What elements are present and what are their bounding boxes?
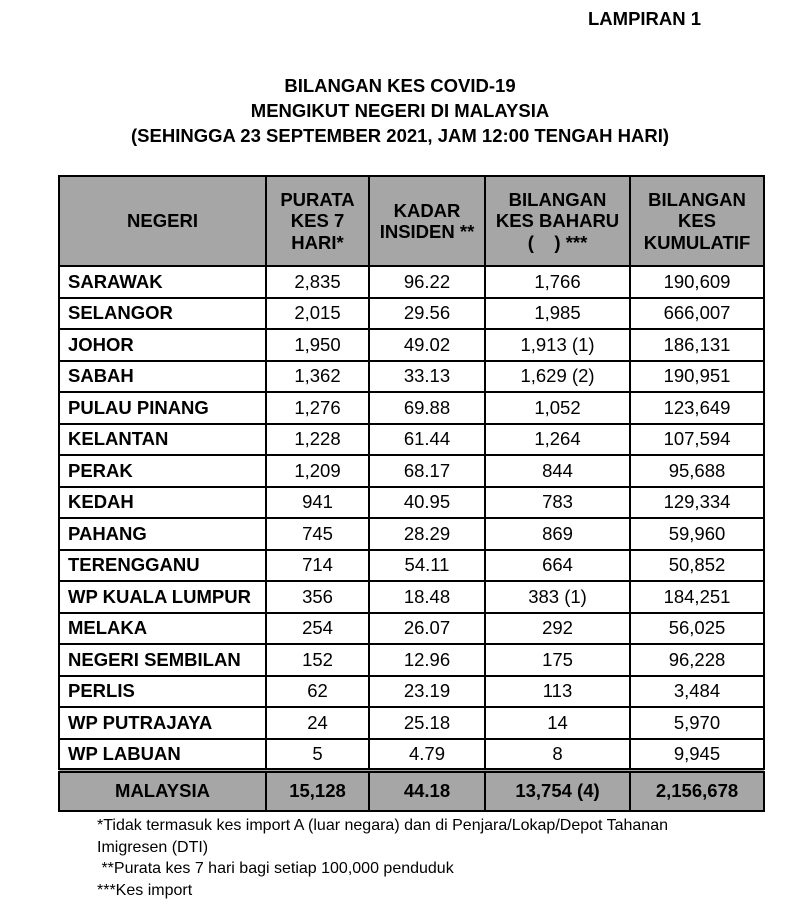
total-row bbox=[59, 770, 764, 811]
footnote-line: *Tidak termasuk kes import A (luar negara) dan di Penjara/Lokap/Depot Tahanan bbox=[97, 817, 668, 834]
table-row bbox=[59, 550, 764, 582]
cell-negeri: NEGERI SEMBILAN bbox=[59, 644, 266, 676]
cell-purata-kes-7-hari: 941 bbox=[266, 487, 369, 519]
header-line: ( ) *** bbox=[527, 231, 588, 253]
cell-kes-kumulatif: 186,131 bbox=[630, 329, 764, 361]
cell-purata-kes-7-hari: 356 bbox=[266, 581, 369, 613]
header-kadar-insiden bbox=[369, 176, 485, 266]
cell-purata-kes-7-hari: 1,276 bbox=[266, 392, 369, 424]
cell-kes-baharu: 664 bbox=[485, 550, 630, 582]
total-negeri: MALAYSIA bbox=[59, 770, 266, 811]
table-row bbox=[59, 739, 764, 771]
cell-negeri: KEDAH bbox=[59, 487, 266, 519]
annex-label: LAMPIRAN 1 bbox=[588, 8, 702, 29]
cell-kes-kumulatif: 9,945 bbox=[630, 739, 764, 771]
header-line: KUMULATIF bbox=[643, 231, 751, 253]
document-title bbox=[0, 73, 800, 148]
cell-purata-kes-7-hari: 2,835 bbox=[266, 266, 369, 298]
header-row bbox=[59, 176, 764, 266]
cell-kes-baharu: 1,264 bbox=[485, 424, 630, 456]
table-row bbox=[59, 424, 764, 456]
cell-negeri: PERLIS bbox=[59, 676, 266, 708]
cell-purata-kes-7-hari: 24 bbox=[266, 707, 369, 739]
table-row bbox=[59, 487, 764, 519]
cell-kes-baharu: 844 bbox=[485, 455, 630, 487]
cell-purata-kes-7-hari: 745 bbox=[266, 518, 369, 550]
title-line: (SEHINGGA 23 SEPTEMBER 2021, JAM 12:00 TENGAH HARI) bbox=[131, 125, 669, 146]
cell-kes-baharu: 1,985 bbox=[485, 298, 630, 330]
cell-kadar-insiden: 69.88 bbox=[369, 392, 485, 424]
cell-purata-kes-7-hari: 152 bbox=[266, 644, 369, 676]
cell-kes-baharu: 383 (1) bbox=[485, 581, 630, 613]
header-line: KADAR bbox=[393, 199, 461, 221]
cell-kes-kumulatif: 129,334 bbox=[630, 487, 764, 519]
cell-kes-baharu: 175 bbox=[485, 644, 630, 676]
cell-negeri: MELAKA bbox=[59, 613, 266, 645]
total-purata-kes-7-hari: 15,128 bbox=[266, 770, 369, 811]
footnotes bbox=[97, 815, 668, 901]
cell-kadar-insiden: 12.96 bbox=[369, 644, 485, 676]
cell-kes-kumulatif: 96,228 bbox=[630, 644, 764, 676]
cell-kadar-insiden: 68.17 bbox=[369, 455, 485, 487]
cell-kes-kumulatif: 3,484 bbox=[630, 676, 764, 708]
header-kes-kumulatif bbox=[630, 176, 764, 266]
header-negeri bbox=[59, 176, 266, 266]
cell-negeri: WP PUTRAJAYA bbox=[59, 707, 266, 739]
cell-purata-kes-7-hari: 1,209 bbox=[266, 455, 369, 487]
cell-negeri: PERAK bbox=[59, 455, 266, 487]
cell-kes-baharu: 8 bbox=[485, 739, 630, 771]
cell-kes-baharu: 1,052 bbox=[485, 392, 630, 424]
cell-kes-kumulatif: 190,609 bbox=[630, 266, 764, 298]
cell-kadar-insiden: 4.79 bbox=[369, 739, 485, 771]
total-kes-baharu: 13,754 (4) bbox=[485, 770, 630, 811]
header-line: INSIDEN ** bbox=[379, 221, 475, 242]
cell-negeri: KELANTAN bbox=[59, 424, 266, 456]
cell-kadar-insiden: 54.11 bbox=[369, 550, 485, 582]
header-kes-baharu bbox=[485, 176, 630, 266]
cell-kes-kumulatif: 56,025 bbox=[630, 613, 764, 645]
cell-negeri: SABAH bbox=[59, 361, 266, 393]
cell-negeri: WP KUALA LUMPUR bbox=[59, 581, 266, 613]
cell-kes-kumulatif: 666,007 bbox=[630, 298, 764, 330]
table-row bbox=[59, 266, 764, 298]
table-row bbox=[59, 518, 764, 550]
cell-negeri: SARAWAK bbox=[59, 266, 266, 298]
cell-kadar-insiden: 61.44 bbox=[369, 424, 485, 456]
cell-kes-kumulatif: 123,649 bbox=[630, 392, 764, 424]
cell-purata-kes-7-hari: 1,228 bbox=[266, 424, 369, 456]
footnote-line: ***Kes import bbox=[97, 881, 193, 899]
covid-cases-table bbox=[58, 175, 765, 812]
cell-negeri: TERENGGANU bbox=[59, 550, 266, 582]
header-line: HARI* bbox=[291, 231, 344, 253]
table-row bbox=[59, 361, 764, 393]
cell-kes-kumulatif: 190,951 bbox=[630, 361, 764, 393]
cell-purata-kes-7-hari: 5 bbox=[266, 739, 369, 771]
cell-kes-baharu: 1,629 (2) bbox=[485, 361, 630, 393]
footnote-line: **Purata kes 7 hari bagi setiap 100,000 penduduk bbox=[97, 860, 454, 877]
table-row bbox=[59, 392, 764, 424]
cell-kes-kumulatif: 184,251 bbox=[630, 581, 764, 613]
cell-kes-baharu: 14 bbox=[485, 707, 630, 739]
cell-kes-baharu: 783 bbox=[485, 487, 630, 519]
cell-kes-baharu: 113 bbox=[485, 676, 630, 708]
cell-kes-baharu: 292 bbox=[485, 613, 630, 645]
cell-kadar-insiden: 29.56 bbox=[369, 298, 485, 330]
cell-kadar-insiden: 49.02 bbox=[369, 329, 485, 361]
cell-kes-baharu: 1,766 bbox=[485, 266, 630, 298]
table-row bbox=[59, 455, 764, 487]
cell-kes-kumulatif: 59,960 bbox=[630, 518, 764, 550]
header-line: PURATA bbox=[280, 188, 355, 210]
header-line: BILANGAN bbox=[508, 188, 607, 210]
cell-negeri: WP LABUAN bbox=[59, 739, 266, 771]
cell-kes-kumulatif: 95,688 bbox=[630, 455, 764, 487]
table-row bbox=[59, 329, 764, 361]
cell-kadar-insiden: 26.07 bbox=[369, 613, 485, 645]
table-row bbox=[59, 613, 764, 645]
cell-kadar-insiden: 40.95 bbox=[369, 487, 485, 519]
table-row bbox=[59, 707, 764, 739]
header-purata-kes-7-hari bbox=[266, 176, 369, 266]
total-kadar-insiden: 44.18 bbox=[369, 770, 485, 811]
table-row bbox=[59, 298, 764, 330]
table-row bbox=[59, 644, 764, 676]
cell-kadar-insiden: 96.22 bbox=[369, 266, 485, 298]
cell-kes-kumulatif: 107,594 bbox=[630, 424, 764, 456]
cell-purata-kes-7-hari: 254 bbox=[266, 613, 369, 645]
cell-kadar-insiden: 25.18 bbox=[369, 707, 485, 739]
cell-kadar-insiden: 23.19 bbox=[369, 676, 485, 708]
header-line: NEGERI bbox=[127, 210, 198, 232]
cell-kes-baharu: 869 bbox=[485, 518, 630, 550]
cell-purata-kes-7-hari: 2,015 bbox=[266, 298, 369, 330]
cell-purata-kes-7-hari: 714 bbox=[266, 550, 369, 582]
cell-purata-kes-7-hari: 62 bbox=[266, 676, 369, 708]
cell-kes-baharu: 1,913 (1) bbox=[485, 329, 630, 361]
cell-kes-kumulatif: 50,852 bbox=[630, 550, 764, 582]
cell-negeri: SELANGOR bbox=[59, 298, 266, 330]
header-line: KES bbox=[677, 210, 717, 232]
cell-kadar-insiden: 28.29 bbox=[369, 518, 485, 550]
cell-negeri: JOHOR bbox=[59, 329, 266, 361]
cell-kes-kumulatif: 5,970 bbox=[630, 707, 764, 739]
cell-negeri: PULAU PINANG bbox=[59, 392, 266, 424]
title-line: MENGIKUT NEGERI DI MALAYSIA bbox=[250, 100, 550, 121]
total-kes-kumulatif: 2,156,678 bbox=[630, 770, 764, 811]
header-line: KES 7 bbox=[290, 210, 345, 232]
cell-kadar-insiden: 18.48 bbox=[369, 581, 485, 613]
header-line: BILANGAN bbox=[648, 188, 746, 210]
table-row bbox=[59, 581, 764, 613]
header-line: KES BAHARU bbox=[495, 210, 620, 232]
title-line: BILANGAN KES COVID-19 bbox=[284, 75, 516, 96]
cell-purata-kes-7-hari: 1,362 bbox=[266, 361, 369, 393]
footnote-line: Imigresen (DTI) bbox=[97, 838, 209, 856]
cell-kadar-insiden: 33.13 bbox=[369, 361, 485, 393]
table-row bbox=[59, 676, 764, 708]
cell-purata-kes-7-hari: 1,950 bbox=[266, 329, 369, 361]
cell-negeri: PAHANG bbox=[59, 518, 266, 550]
